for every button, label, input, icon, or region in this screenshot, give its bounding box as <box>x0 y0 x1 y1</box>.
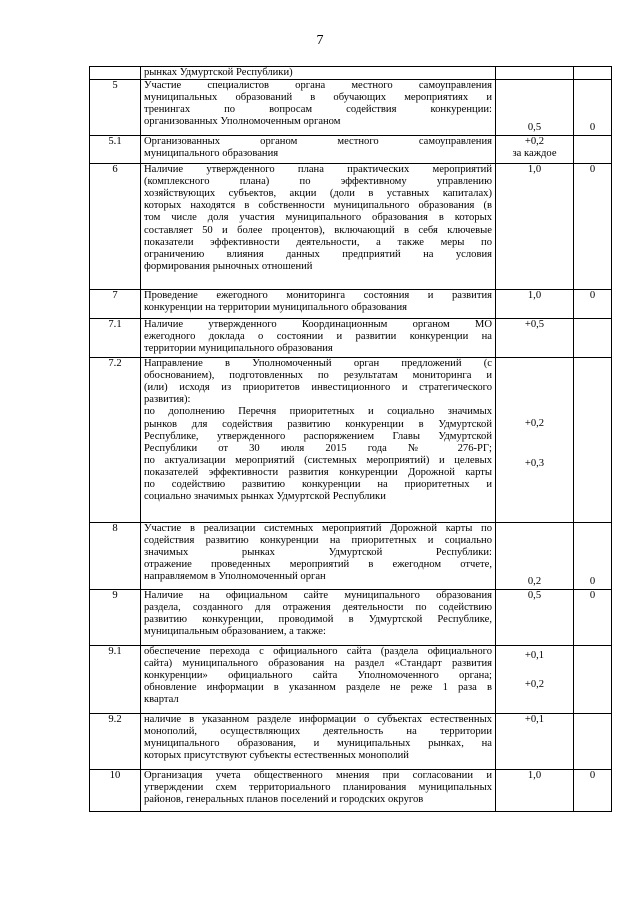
description-line: обеспечение перехода с официального сайта (раздела официального <box>144 646 492 658</box>
description-line: сайта) муниципального образования на раздел «Стандарт развития <box>144 658 492 670</box>
item-description <box>141 714 496 770</box>
description-line: Наличие на официальном сайте муниципального образования <box>144 590 492 602</box>
description-line: Республике, утвержденного распоряжением Главы Удмуртской <box>144 430 492 442</box>
item-number: 7.1 <box>90 319 141 358</box>
description-line: которых присутствуют субъекты естественных монополий <box>144 750 409 762</box>
score-value-item: за каждое <box>512 148 557 160</box>
description-line: Республики от 30 июля 2015 года № 276-РГ; <box>144 442 492 454</box>
description-line: Проведение ежегодного мониторинга состояния и развития <box>144 290 492 302</box>
description-line: Наличие утвержденного плана практических мероприятий <box>144 164 492 176</box>
description-line: направляемом в Уполномоченный орган <box>144 571 326 583</box>
description-line: по содействию развитию конкуренции на приоритетных и <box>144 479 492 491</box>
alt-score-value <box>574 714 612 770</box>
score-value-item: 0,5 <box>527 122 542 133</box>
item-number: 9.1 <box>90 646 141 714</box>
description-line: рынках Удмуртской Республики) <box>144 67 293 78</box>
item-number: 9.2 <box>90 714 141 770</box>
alt-score-value: 0 <box>574 590 612 646</box>
description-line: муниципальных образований в обучающих мероприятиях и <box>144 92 492 104</box>
table-row <box>90 770 612 812</box>
description-line: рынков для содействия развитию конкуренции в Удмуртской <box>144 418 492 430</box>
description-line: ограничению влияния данных предприятий на условия <box>144 248 492 260</box>
table-row <box>90 290 612 319</box>
description-line: монополий, осуществляющих деятельность на территории <box>144 726 492 738</box>
alt-score-value <box>574 136 612 164</box>
score-value-item: +0,2 <box>524 679 545 691</box>
description-line: по дополнению Перечня приоритетных и социально значимых <box>144 406 492 418</box>
item-description <box>141 80 496 136</box>
description-line: показателей эффективности развития конкуренции Дорожной карты <box>144 466 492 478</box>
description-line: конкуренции» официального сайта Уполномоченного органа; <box>144 670 492 682</box>
score-value <box>496 770 574 812</box>
description-line: Организованных органом местного самоуправления <box>144 136 492 148</box>
item-number: 7 <box>90 290 141 319</box>
alt-score-value <box>574 646 612 714</box>
description-line: муниципальным образованием, а также: <box>144 626 326 638</box>
table-row <box>90 136 612 164</box>
description-line: показатели эффективности деятельности, а также меры по <box>144 236 492 248</box>
description-line: тренингах по вопросам содействия конкуренции: <box>144 104 492 116</box>
alt-score-value: 0 <box>574 80 612 136</box>
description-line: квартал <box>144 694 179 706</box>
score-value <box>496 164 574 290</box>
item-number: 8 <box>90 523 141 590</box>
item-description <box>141 290 496 319</box>
description-line: (комплексного плана) по эффективному управлению <box>144 176 492 188</box>
score-value <box>496 80 574 136</box>
item-number: 5 <box>90 80 141 136</box>
description-line: раздела, созданного для отражения деятельности по содействию <box>144 602 492 614</box>
table-row <box>90 319 612 358</box>
table-row <box>90 164 612 290</box>
description-line: обоснованием), подготовленных по результатам мониторинга и <box>144 370 492 382</box>
criteria-table <box>89 66 612 812</box>
description-line: (или) исходя из приоритетов инвестиционного и стратегического <box>144 382 492 394</box>
item-description <box>141 590 496 646</box>
description-line: по актуализации мероприятий (системных мероприятий) и целевых <box>144 454 492 466</box>
score-value-item: +0,2 <box>524 418 545 430</box>
description-line: которых находятся в собственности муниципального образования (в <box>144 200 492 212</box>
alt-score-value <box>574 358 612 523</box>
item-description <box>141 136 496 164</box>
description-line: территории муниципального образования <box>144 343 333 355</box>
table-row <box>90 590 612 646</box>
alt-score-value: 0 <box>574 523 612 590</box>
alt-score-value <box>574 67 612 80</box>
score-value <box>496 358 574 523</box>
table-row <box>90 523 612 590</box>
score-value <box>496 590 574 646</box>
item-description <box>141 358 496 523</box>
description-line: утверждении схем территориального планирования муниципальных <box>144 782 492 794</box>
description-line: Направление в Уполномоченный орган предложений (с <box>144 358 492 370</box>
table-row <box>90 646 612 714</box>
score-value-item: +0,1 <box>524 650 545 662</box>
score-value-item: +0,5 <box>524 319 545 331</box>
score-value <box>496 646 574 714</box>
description-line: формирования рыночных отношений <box>144 260 313 272</box>
score-value-item: +0,2 <box>524 136 545 148</box>
score-value <box>496 319 574 358</box>
item-description <box>141 319 496 358</box>
description-line: конкуренции на территории муниципального образования <box>144 302 408 314</box>
description-line: том числе доля участия муниципального образования в которых <box>144 212 492 224</box>
alt-score-value: 0 <box>574 770 612 812</box>
description-line: развитию конкуренции, проводимой в Удмуртской Республике, <box>144 614 492 626</box>
table-row <box>90 358 612 523</box>
description-line: социально значимых рынках Удмуртской Республики <box>144 491 386 503</box>
score-value <box>496 523 574 590</box>
item-number: 6 <box>90 164 141 290</box>
description-line: организованных Уполномоченным органом <box>144 116 341 128</box>
score-value <box>496 67 574 80</box>
item-number: 5.1 <box>90 136 141 164</box>
item-number: 7.2 <box>90 358 141 523</box>
description-line: Наличие утвержденного Координационным органом МО <box>144 319 492 331</box>
score-value-item: 1,0 <box>527 770 542 782</box>
score-value-item: 1,0 <box>527 290 542 302</box>
description-line: значимых рынках Удмуртской Республики: <box>144 547 492 559</box>
item-number: 10 <box>90 770 141 812</box>
description-line: муниципального образования, и муниципальных рынках, на <box>144 738 492 750</box>
description-line: обновление информации в указанном разделе не реже 1 раза в <box>144 682 492 694</box>
score-value-item: 0,5 <box>527 590 542 602</box>
item-number: 9 <box>90 590 141 646</box>
description-line: отражение проведенных мероприятий в ежегодном отчете, <box>144 559 492 571</box>
description-line: наличие в указанном разделе информации о субъектах естественных <box>144 714 492 726</box>
score-value <box>496 290 574 319</box>
table-row <box>90 67 612 80</box>
description-line: содействия развитию конкуренции на приоритетных и социально <box>144 535 492 547</box>
item-number <box>90 67 141 80</box>
item-description <box>141 67 496 80</box>
description-line: ежегодного доклада о состоянии и развитии конкуренции на <box>144 331 492 343</box>
description-line: Участие специалистов органа местного самоуправления <box>144 80 492 92</box>
item-description <box>141 770 496 812</box>
score-value-item: 0,2 <box>527 576 542 587</box>
description-line: хозяйствующих субъектов, акции (доли в уставных капиталах) <box>144 188 492 200</box>
page-number: 7 <box>316 33 324 48</box>
table-row <box>90 714 612 770</box>
description-line: Участие в реализации системных мероприятий Дорожной карты по <box>144 523 492 535</box>
score-value <box>496 136 574 164</box>
score-value-item: +0,3 <box>524 458 545 470</box>
description-line: Организация учета общественного мнения при согласовании и <box>144 770 492 782</box>
item-description <box>141 646 496 714</box>
score-value-item: 1,0 <box>527 164 542 176</box>
alt-score-value <box>574 319 612 358</box>
description-line: районов, генеральных планов поселений и городских округов <box>144 794 424 806</box>
description-line: составляет 50 и более процентов), включающий в себя ключевые <box>144 224 492 236</box>
item-description <box>141 523 496 590</box>
score-value-item: +0,1 <box>524 714 545 726</box>
item-description <box>141 164 496 290</box>
alt-score-value: 0 <box>574 290 612 319</box>
alt-score-value: 0 <box>574 164 612 290</box>
description-line: развития): <box>144 394 191 406</box>
table-row <box>90 80 612 136</box>
score-value <box>496 714 574 770</box>
description-line: муниципального образования <box>144 148 279 160</box>
